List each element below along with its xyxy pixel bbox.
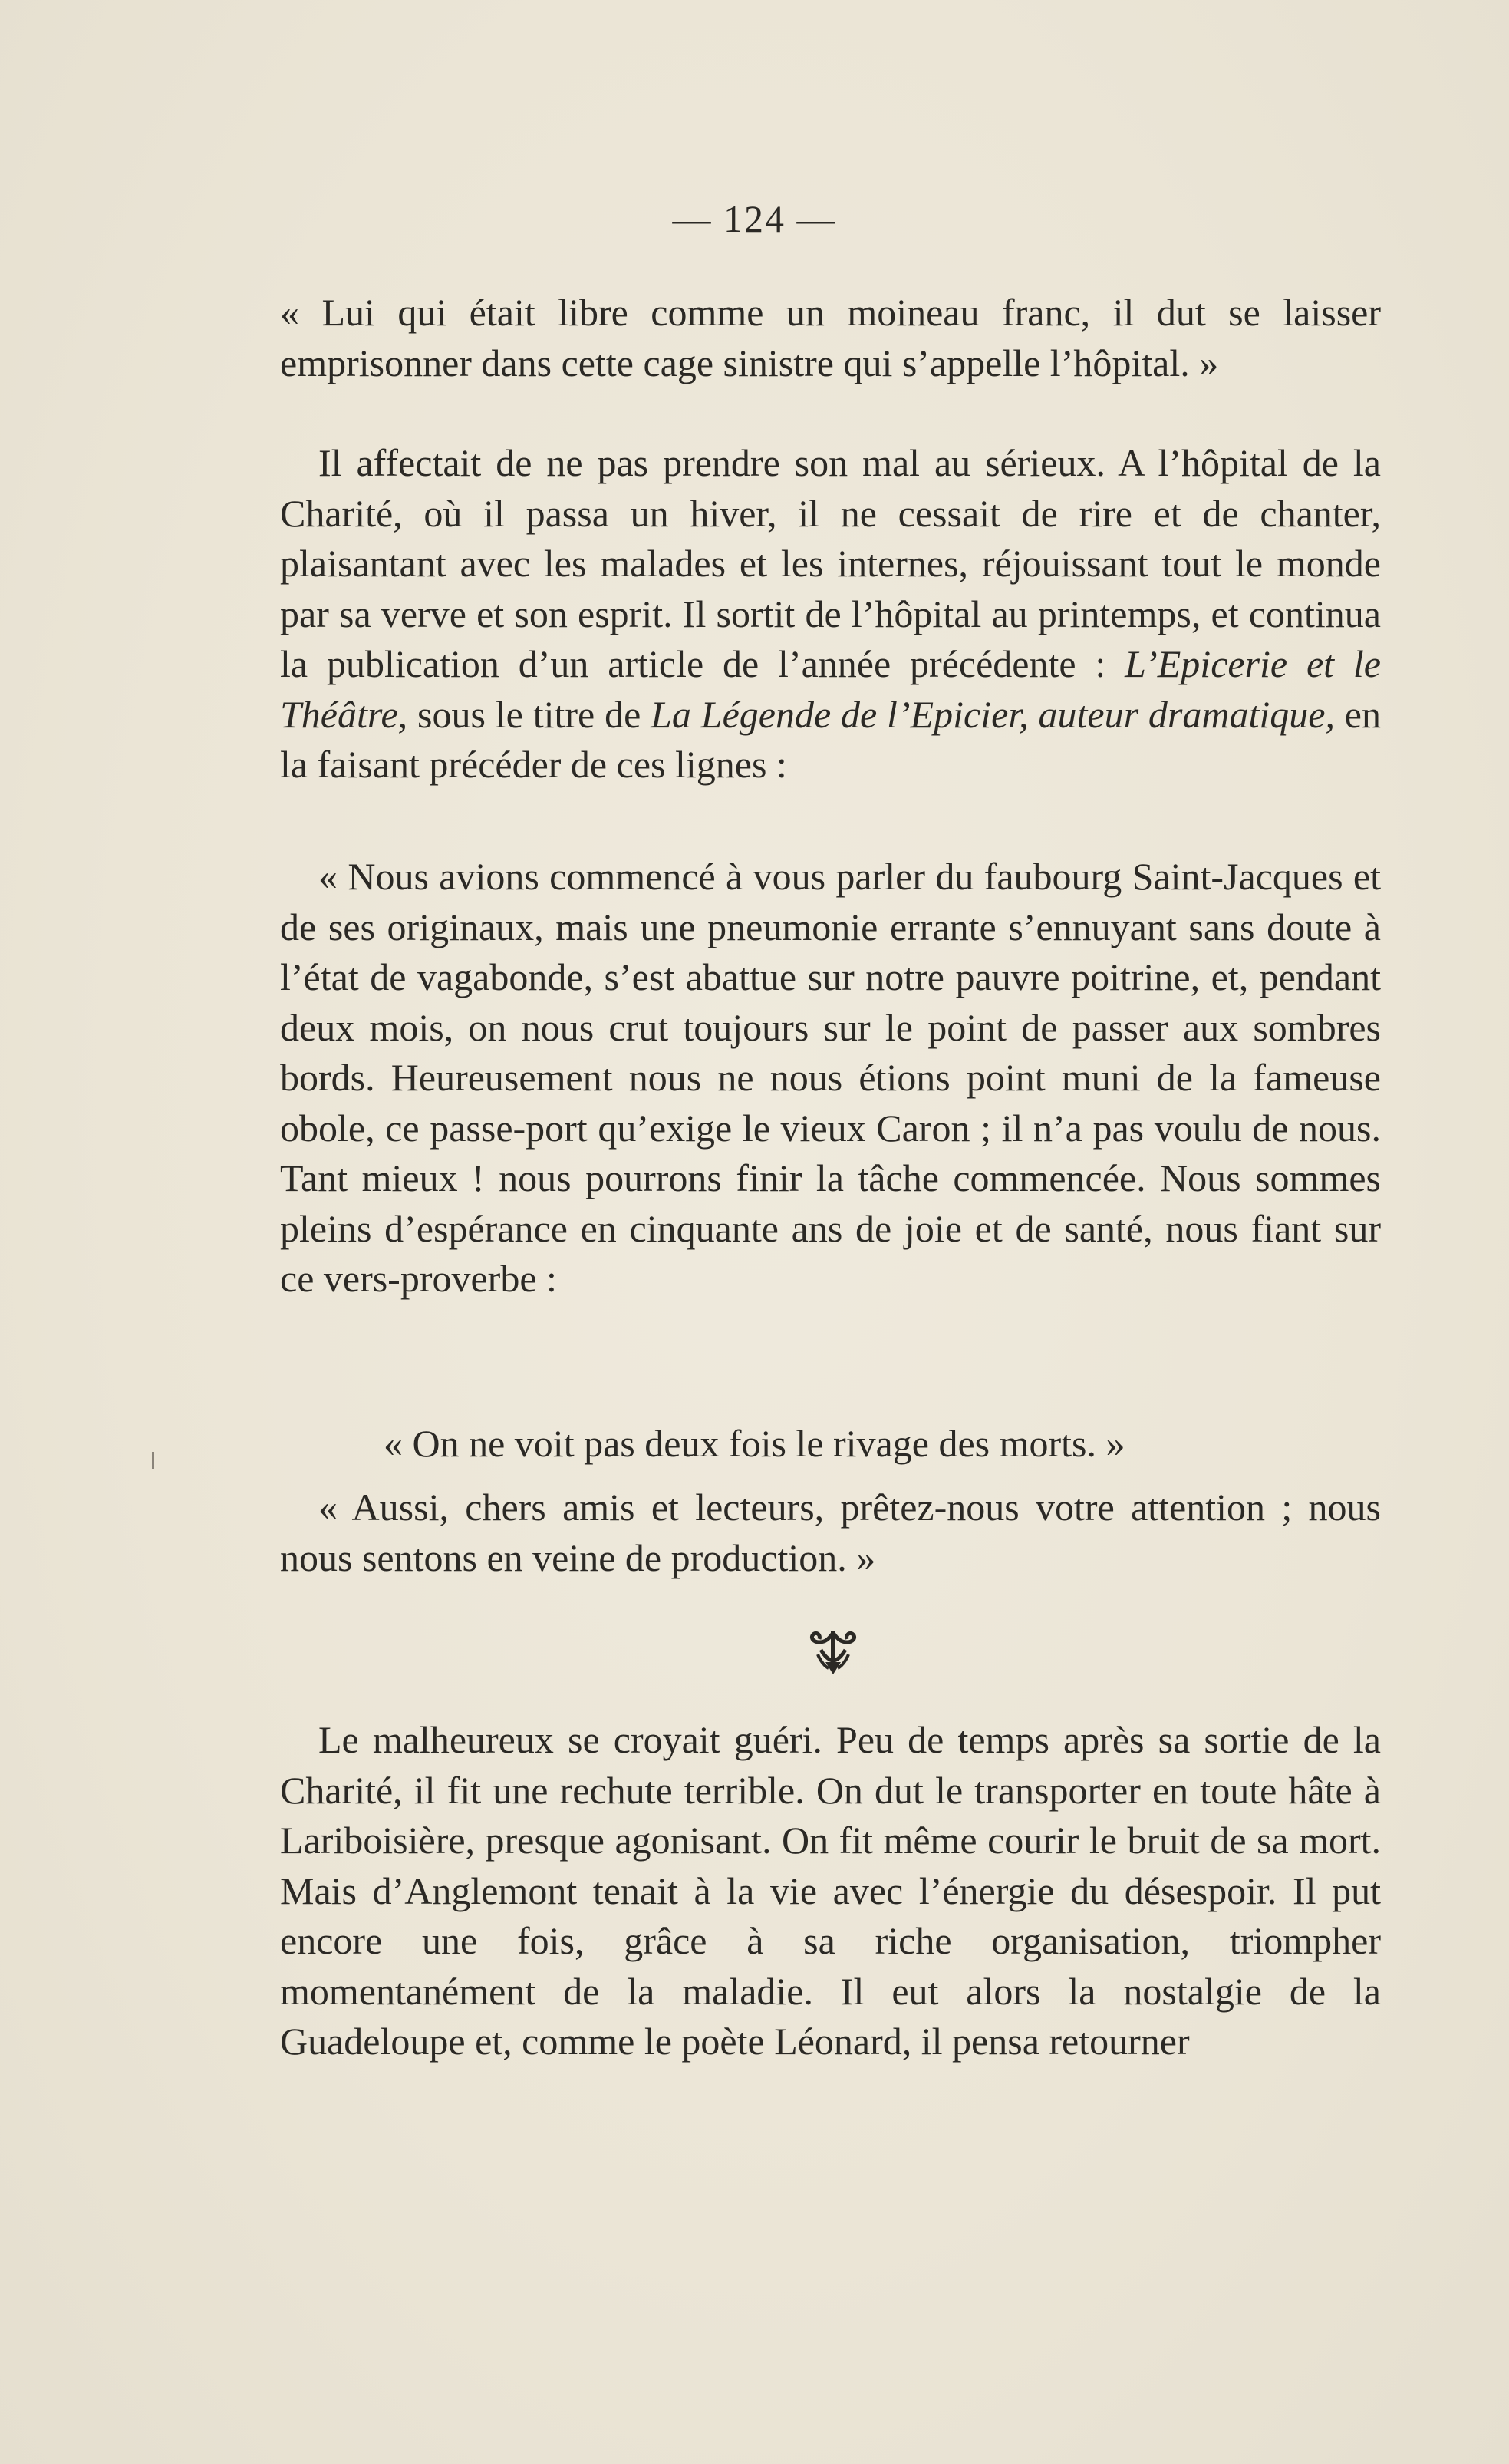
paragraph-2: [280, 438, 1381, 790]
title-legende-epicier: La Légende de l’Epicier, auteur dramatique,: [651, 692, 1335, 736]
quote-paragraph-4: [280, 1483, 1381, 1583]
quote-paragraph-1: [280, 288, 1381, 388]
paragraph-text: [280, 438, 1381, 790]
paragraph-text: « Nous avions commencé à vous parler du faubourg Saint-Jacques et de ses originaux, mais une pneumonie errante s’ennuyant sans doute à l’état de vagabonde, s’est abattue sur notre pauvre poitrine, et, pendant deux mois, on nous crut toujours sur le point de passer aux sombres bords. Heureusement nous ne nous étions point muni de la fameuse obole, ce passe-port qu’exige le vieux Caron ; il n’a pas voulu de nous. Tant mieux ! nous pourrons finir la tâche commencée. Nous sommes pleins d’espérance en cinquante ans de joie et de santé, nous fiant sur ce vers-proverbe :: [280, 855, 1381, 1300]
paragraph-text: « Aussi, chers amis et lecteurs, prêtez-nous votre attention ; nous nous sentons en veine de production. »: [280, 1486, 1381, 1579]
paragraph-5: [280, 1715, 1381, 2067]
paragraph-text: Le malheureux se croyait guéri. Peu de temps après sa sortie de la Charité, il fit une rechute terrible. On dut le transporter en toute hâte à Lariboisière, presque agonisant. On fit même courir le bruit de sa mort. Mais d’Anglemont tenait à la vie avec l’énergie du désespoir. Il put encore une fois, grâce à sa riche organisation, triompher momentanément de la maladie. Il eut alors la nostalgie de la Guadeloupe et, comme le poète Léonard, il pensa retourner: [280, 1718, 1381, 2063]
quote-paragraph-3: [280, 852, 1381, 1305]
paragraph-2-start: Il affectait de ne pas prendre son mal au sérieux. A l’hôpital de la Charité, où il passa un hiver, il ne cessait de rire et de chanter, plaisantant avec les malades et les internes, réjouissant tout le monde par sa verve et son esprit. Il sortit de l’hôpital au printemps, et continua la publication d’un article de l’année précédente :: [280, 441, 1381, 685]
fleuron-icon: [802, 1627, 864, 1681]
page-number: — 124 —: [672, 197, 837, 240]
margin-mark: [152, 1452, 154, 1469]
paragraph-2-mid: sous le titre de: [407, 692, 651, 736]
title-epicerie-theatre: L’Epicerie et le Théâtre,: [280, 642, 1381, 736]
paragraph-2-end: en la faisant précéder de ces lignes :: [280, 692, 1381, 786]
paragraph-text: « Lui qui était libre comme un moineau franc, il dut se laisser emprisonner dans cette cage sinistre qui s’appelle l’hôpital. »: [280, 291, 1381, 384]
verse-line: « On ne voit pas deux fois le rivage des morts. »: [384, 1422, 1125, 1465]
